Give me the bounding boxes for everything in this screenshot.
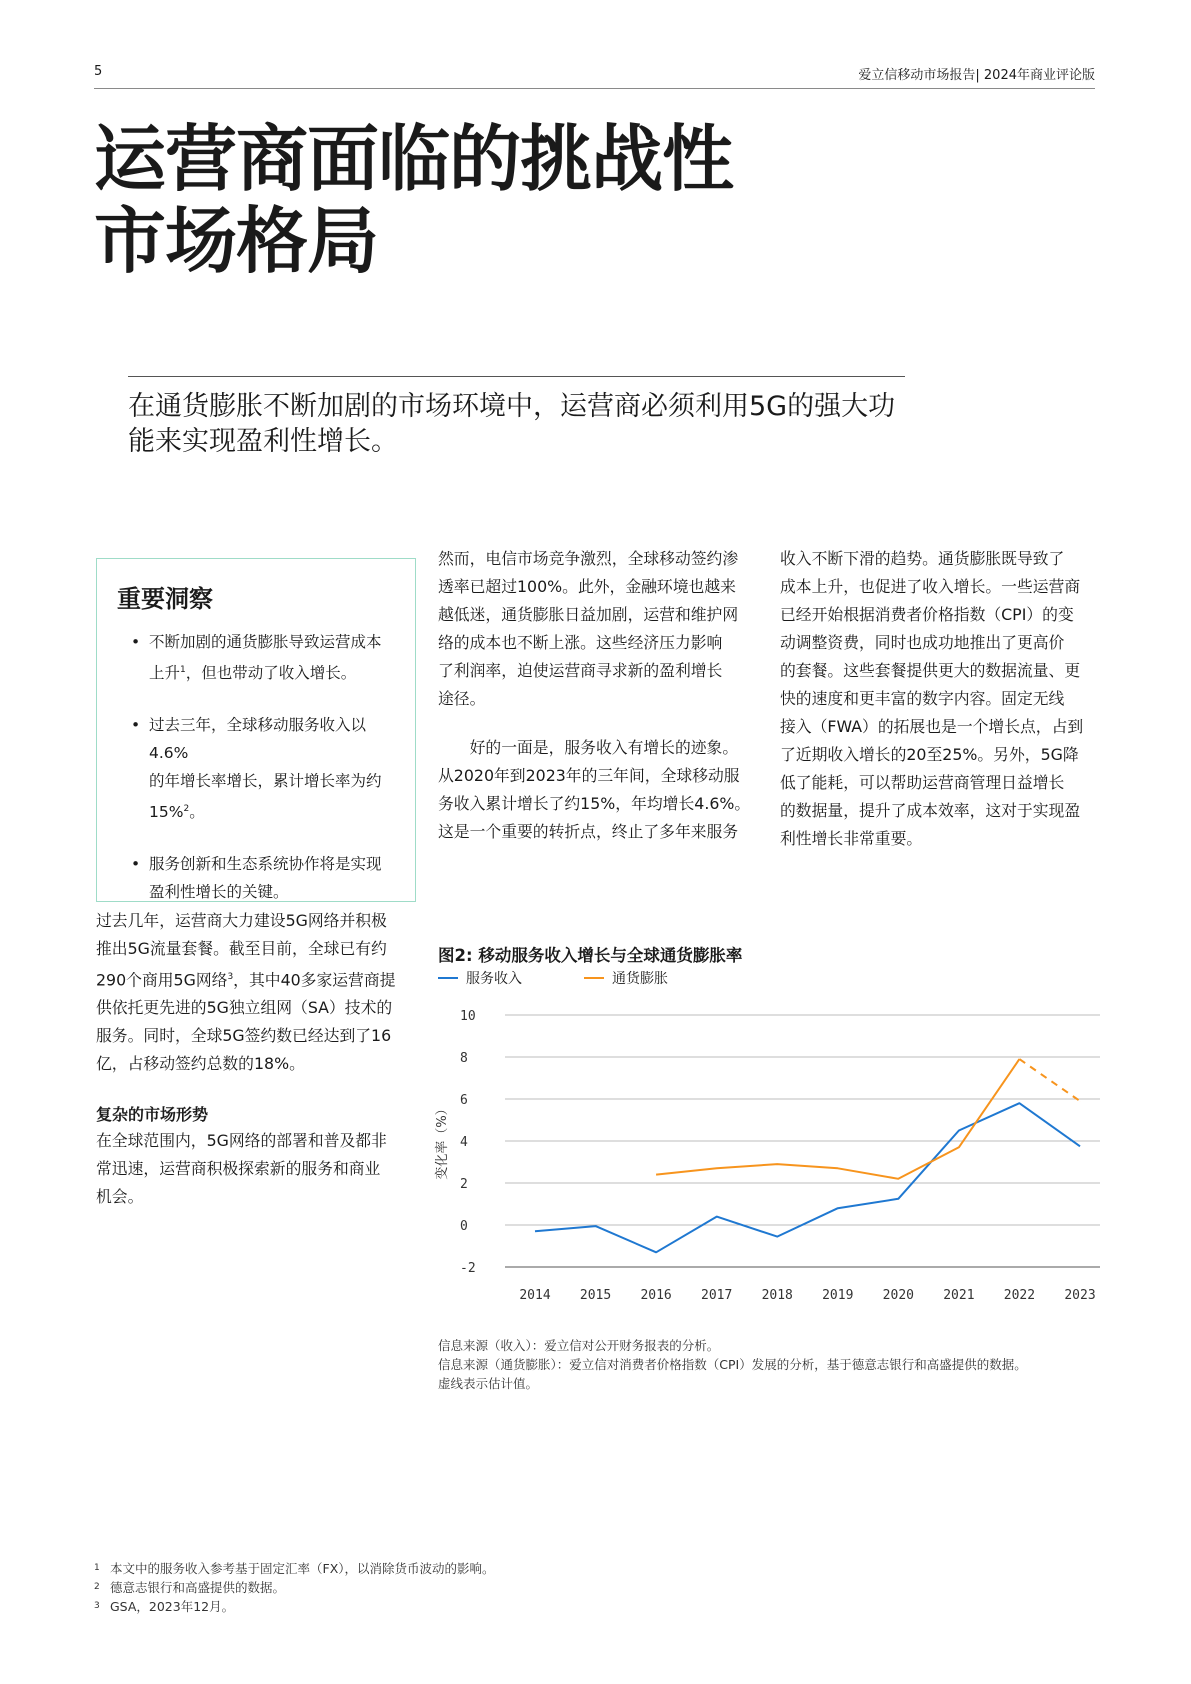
insight-item: • 服务创新和生态系统协作将是实现 盈利性增长的关键。 (131, 850, 395, 906)
page-number: 5 (94, 64, 103, 79)
footnote: 3 GSA，2023年12月。 (94, 1599, 235, 1614)
y-tick-label: 0 (460, 1219, 468, 1234)
insight-item: • 过去三年，全球移动服务收入以4.6% 的年增长率增长，累计增长率为约 15%$^2$。 (131, 711, 395, 826)
col1-paragraph-2: 在全球范围内，5G网络的部署和普及都非 常迅速，运营商积极探索新的服务和商业 机会。 (96, 1131, 387, 1206)
legend-item-inflation: 通货膨胀 (584, 968, 668, 988)
x-tick-label: 2017 (701, 1288, 733, 1303)
x-tick-label: 2021 (943, 1288, 975, 1303)
y-tick-label: 2 (460, 1177, 468, 1192)
x-tick-label: 2020 (882, 1288, 914, 1303)
running-title: 爱立信移动市场报告| 2024年商业评论版 (858, 68, 1095, 83)
x-tick-label: 2016 (640, 1288, 672, 1303)
y-tick-label: 4 (460, 1135, 468, 1150)
source-inflation: 信息来源（通货膨胀）：爱立信对消费者价格指数（CPI）发展的分析，基于德意志银行和高盛提供的数据。 (438, 1357, 1027, 1372)
source-revenue: 信息来源（收入）：爱立信对公开财务报表的分析。 (438, 1338, 720, 1353)
key-insights-heading: 重要洞察 (117, 585, 213, 613)
chart-legend (438, 968, 730, 988)
series-line-revenue (535, 1103, 1080, 1252)
col2-paragraph-2: 好的一面是，服务收入有增长的迹象。 从2020年到2023年的三年间，全球移动服 务收入累计增长了约15%，年均增长4.6%。 这是一个重要的转折点，终止了多年来服务 (438, 738, 751, 841)
legend-swatch-revenue (438, 977, 458, 979)
key-insights-list (117, 628, 395, 906)
y-tick-label: 6 (460, 1093, 468, 1108)
chart-sources (438, 1336, 1098, 1393)
series-line-inflation-estimated (1019, 1059, 1080, 1101)
x-tick-label: 2019 (822, 1288, 854, 1303)
x-tick-label: 2023 (1064, 1288, 1096, 1303)
lede-line-2: 能来实现盈利性增长。 (128, 426, 398, 457)
x-tick-label: 2022 (1003, 1288, 1036, 1303)
x-tick-label: 2015 (579, 1288, 612, 1303)
header-rule (94, 88, 1095, 89)
col1-paragraph-1: 过去几年，运营商大力建设5G网络并积极 推出5G流量套餐。截至目前，全球已有约 290个商用5G网络$^3$，其中40多家运营商提 供依托更先进的5G独立组网（SA）技术的 服务。同时，全球5G签约数已经达到了16 亿，占移动签约总数的18%。 (96, 911, 396, 1074)
source-note: 虚线表示估计值。 (438, 1376, 539, 1391)
lede-rule (128, 376, 905, 377)
y-tick-label: 10 (460, 1009, 476, 1024)
series-line-inflation (656, 1059, 1019, 1179)
y-tick-label: -2 (460, 1261, 476, 1276)
footnotes (94, 1559, 495, 1616)
legend-item-revenue: 服务收入 (438, 968, 522, 988)
page-title (94, 118, 733, 282)
chart-title: 图2: 移动服务收入增长与全球通货膨胀率 (438, 946, 743, 965)
x-tick-label: 2014 (519, 1288, 551, 1303)
title-line-1: 运营商面临的挑战性 (94, 117, 734, 201)
title-line-2: 市场格局 (94, 199, 379, 283)
lede (128, 389, 908, 459)
col1-subhead: 复杂的市场形势 (96, 1105, 209, 1124)
col2-paragraph-1: 然而，电信市场竞争激烈，全球移动签约渗 透率已超过100%。此外，金融环境也越来 越低迷，通货膨胀日益加剧，运营和维护网 络的成本也不断上涨。这些经济压力影响 了利润率，迫使运营商寻求新的盈利增长 途径。 (438, 549, 739, 708)
legend-swatch-inflation (584, 977, 604, 979)
footnote: 1 本文中的服务收入参考基于固定汇率（FX），以消除货币波动的影响。 (94, 1561, 495, 1576)
x-tick-label: 2018 (761, 1288, 793, 1303)
line-chart (430, 995, 1110, 1330)
key-insights-box (96, 558, 416, 902)
lede-line-1: 在通货膨胀不断加剧的市场环境中，运营商必须利用5G的强大功 (128, 391, 896, 422)
insight-item: • 不断加剧的通货膨胀导致运营成本 上升$^1$，但也带动了收入增长。 (131, 628, 395, 687)
col3-paragraph-1: 收入不断下滑的趋势。通货膨胀既导致了 成本上升，也促进了收入增长。一些运营商 已经开始根据消费者价格指数（CPI）的变 动调整资费，同时也成功地推出了更高价 的套餐。这些套餐提供更大的数据流量、更 快的速度和更丰富的数字内容。固定无线 接入（FWA）的拓展也是一个增长点，占到 了近期收入增长的20至25%。另外，5G降 低了能耗，可以帮助运营商管理日益增长 的数据量，提升了成本效率，这对于实现盈 利性增长非常重要。 (780, 549, 1084, 848)
y-tick-label: 8 (460, 1051, 468, 1066)
footnote: 2 德意志银行和高盛提供的数据。 (94, 1580, 286, 1595)
y-axis-label: 变化率（%） (435, 1102, 450, 1180)
